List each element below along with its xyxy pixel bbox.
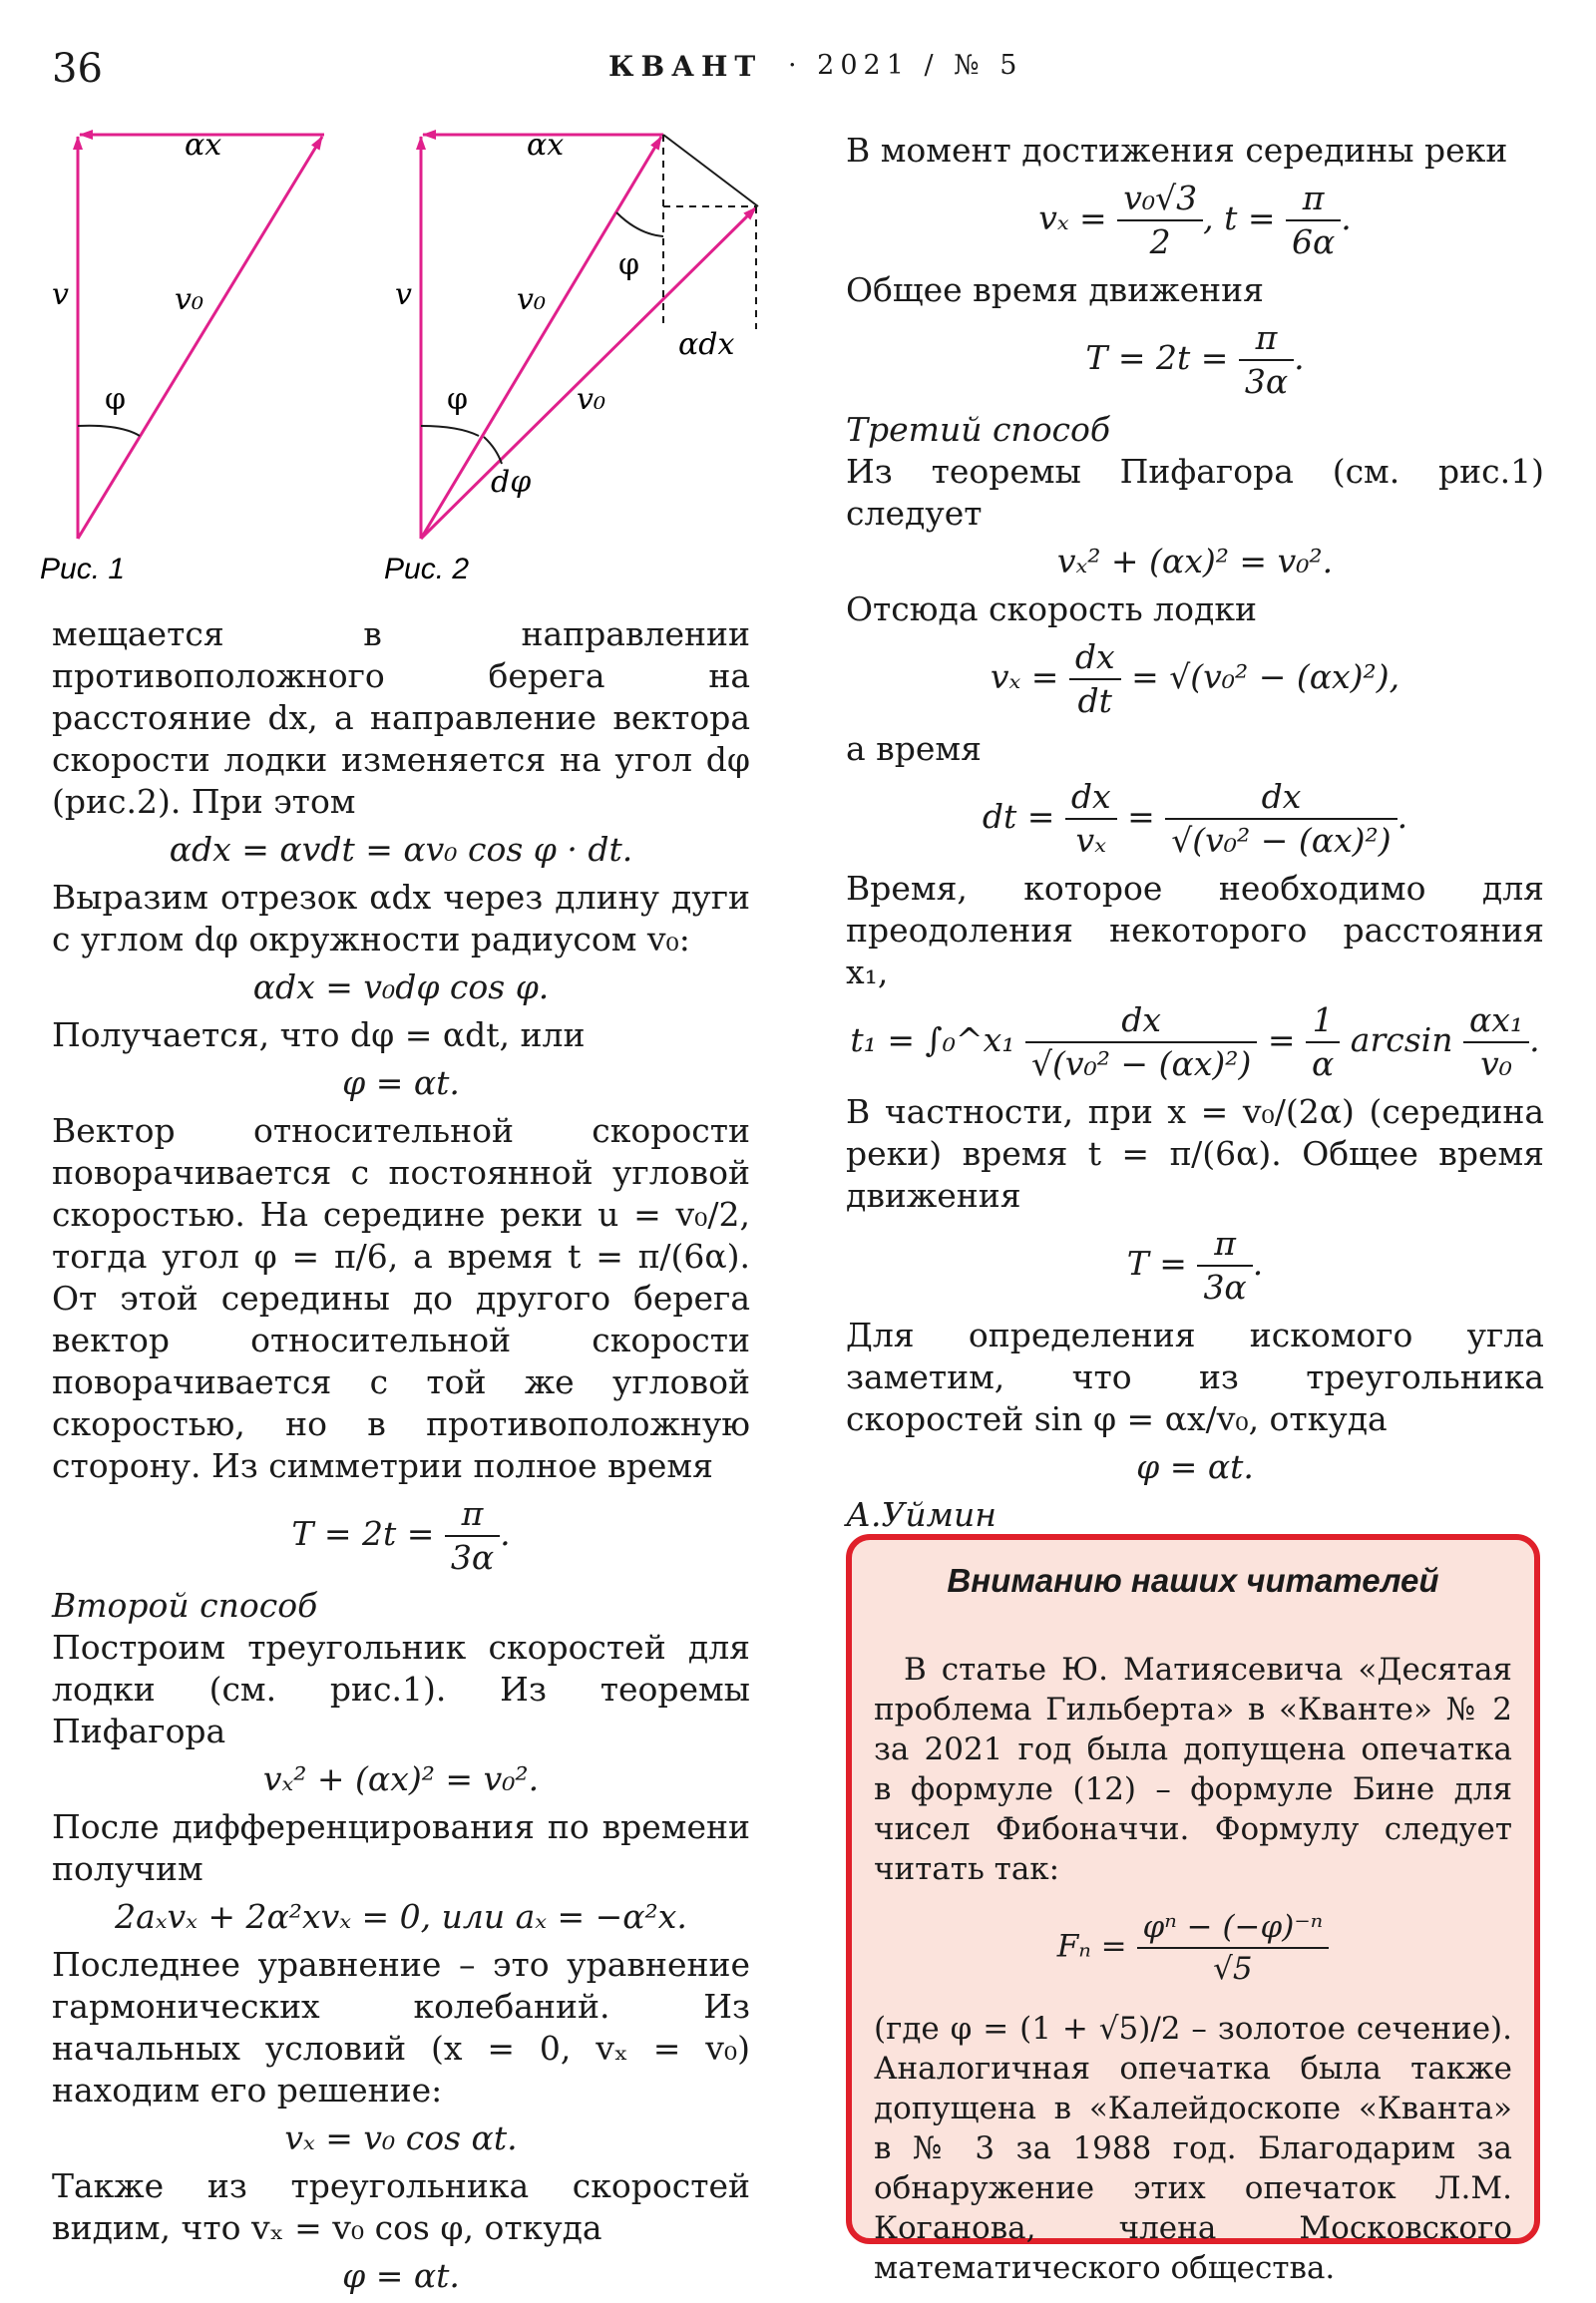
fig1-left-label: v (52, 277, 69, 312)
paragraph: Из теоремы Пифагора (см. рис.1) следует (846, 452, 1544, 533)
binet-formula: Fₙ = $\frac{\text{φⁿ − (−φ)⁻ⁿ}}{√5}$ (874, 1907, 1512, 1989)
fig2-hyp-label: v₀ (517, 282, 546, 317)
formula: t₁ = ∫₀^x₁ $\frac{dx}{\text{√(v₀² − (αx)²)}}$ = $\frac{1}{\alpha}$ arcsin $\frac{\text{αx₁}}{\text{v₀}}$ . (850, 1000, 1540, 1083)
paragraph: В момент достижения середины реки (846, 131, 1508, 170)
fig2-hyp2-label: v₀ (577, 382, 605, 417)
formula: φ = αt. (342, 2256, 460, 2295)
section-heading: Второй способ (52, 1586, 318, 1625)
fig1-v0-vector (78, 137, 322, 539)
fig2-chord (663, 135, 758, 206)
page-number: 36 (52, 46, 103, 92)
formula: vₓ = $\frac{\text{v₀√3}}{2}$ , t = $\frac{\pi}{6\alpha}$ . (1038, 179, 1352, 261)
right-column (846, 130, 1544, 1536)
journal-title: КВАНТ (608, 50, 763, 83)
paragraph: Время, которое необходимо для преодоления некоторого расстояния x₁, (846, 869, 1544, 991)
formula: T = $\frac{\pi}{3\alpha}$ . (1126, 1224, 1264, 1307)
notice-title: Вниманию наших читателей (947, 1562, 1439, 1599)
issue-number: · 2021 / № 5 (788, 50, 1023, 81)
fig2-left-label: v (395, 277, 412, 312)
author-signature: А.Уймин (846, 1495, 997, 1534)
formula: T = 2t = $\frac{\pi}{3\alpha}$ . (291, 1494, 511, 1577)
fig2-angle-label: φ (447, 382, 469, 417)
fig2-top-arc (616, 212, 663, 236)
formula: αdx = αvdt = αv₀ cos φ · dt. (169, 830, 633, 869)
fig2-top-label: αx (527, 128, 565, 163)
formula: T = 2t = $\frac{\pi}{3\alpha}$ . (1085, 318, 1305, 401)
formula: φ = αt. (342, 1063, 460, 1102)
fig2-dphi-label: dφ (491, 465, 532, 500)
figures (40, 115, 778, 593)
formula: dt = $\frac{dx}{\text{vₓ}}$ = $\frac{dx}{\text{√(v₀² − (αx)²)}}$ . (982, 777, 1408, 860)
fig1-hyp-label: v₀ (175, 282, 203, 317)
paragraph: Вектор относительной скорости поворачивается с постоянной угловой скоростью. На середине реки u = v₀/2, тогда угол φ = π/6, а время t = π/(6α). От этой середины до другого берега вектор относительной скорости поворачивается с той же угловой скоростью, но в противоположную сторону. Из симметрии полное время (52, 1111, 750, 1485)
figure-2 (384, 128, 758, 585)
fig1-caption: Рис. 1 (40, 553, 126, 585)
notice-body (874, 1650, 1512, 2288)
fig1-angle-arc (78, 426, 140, 436)
reader-notice-box (846, 1534, 1540, 2286)
fig2-caption: Рис. 2 (384, 553, 470, 585)
paragraph: Также из треугольника скоростей видим, что vₓ = v₀ cos φ, откуда (52, 2166, 750, 2247)
paragraph: Выразим отрезок αdx через длину дуги с углом dφ окружности радиусом v₀: (52, 878, 750, 959)
figure-1 (40, 128, 324, 585)
paragraph: мещается в направлении противоположного берега на расстояние dx, а направление вектора скорости лодки изменяется на угол dφ (рис.2). При этом (52, 614, 750, 821)
paragraph: После дифференцирования по времени получим (52, 1807, 750, 1888)
paragraph: Получается, что dφ = αdt, или (52, 1015, 586, 1054)
fig2-small-angle-label: φ (618, 247, 640, 282)
paragraph: а время (846, 729, 982, 768)
formula: vₓ² + (αx)² = v₀². (1056, 542, 1334, 580)
paragraph: Общее время движения (846, 270, 1264, 309)
paragraph: В частности, при x = v₀/(2α) (середина реки) время t = π/(6α). Общее время движения (846, 1092, 1544, 1215)
notice-paragraph: (где φ = (1 + √5)/2 – золотое сечение). Аналогичная опечатка была также допущена в «Калейдоскопе «Кванта» в № 3 за 1988 год. Благодарим за обнаружение этих опечаток Л.М. Коганова, члена Московского математического общества. (874, 2011, 1512, 2286)
paragraph: Отсюда скорость лодки (846, 589, 1257, 628)
left-column (52, 613, 750, 2303)
paragraph: Последнее уравнение – это уравнение гармонических колебаний. Из начальных условий (x = 0, vₓ = v₀) находим его решение: (52, 1945, 750, 2110)
fig1-top-label: αx (185, 128, 222, 163)
paragraph: Построим треугольник скоростей для лодки (см. рис.1). Из теоремы Пифагора (52, 1628, 750, 1750)
formula: vₓ² + (αx)² = v₀². (262, 1759, 540, 1798)
formula: φ = αt. (1136, 1447, 1254, 1486)
fig2-angle-arc (421, 426, 479, 436)
paragraph: Для определения искомого угла заметим, что из треугольника скоростей sin φ = αx/v₀, откуда (846, 1316, 1544, 1438)
formula: αdx = v₀dφ cos φ. (252, 967, 550, 1006)
formula: 2aₓvₓ + 2α²xvₓ = 0, или aₓ = −α²x. (115, 1897, 687, 1936)
formula: vₓ = $\frac{dx}{dt}$ = √(v₀² − (αx)²), (990, 637, 1400, 720)
formula: vₓ = v₀ cos αt. (284, 2118, 518, 2157)
notice-paragraph: В статье Ю. Матиясевича «Десятая проблема Гильберта» в «Кванте» № 2 за 2021 год была допущена опечатка в формуле (12) – формуле Бине для чисел Фибоначчи. Формулу следует читать так: (874, 1652, 1512, 1887)
fig1-angle-label: φ (105, 382, 127, 417)
fig2-adx-label: αdx (678, 327, 735, 362)
section-heading: Третий способ (846, 410, 1111, 449)
